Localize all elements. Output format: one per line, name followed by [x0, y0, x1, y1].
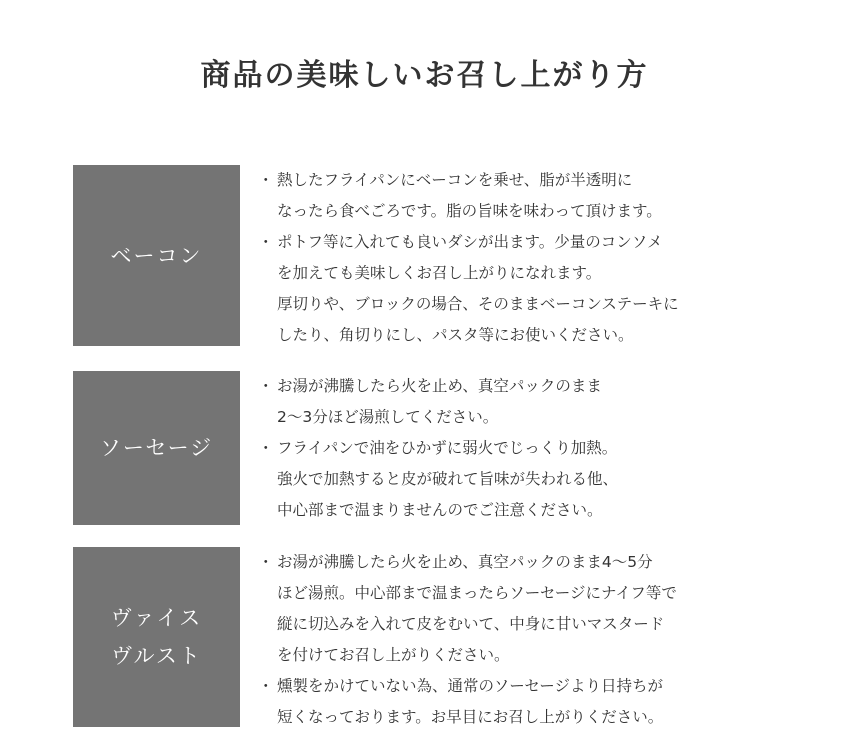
- bullet-item: [260, 371, 780, 433]
- bullet-item: [260, 227, 780, 351]
- section-label-sausage: [73, 371, 240, 525]
- bullet-text-line: を付けてお召し上がりください。: [277, 646, 510, 664]
- bullet-text-line: 2〜3分ほど湯煎してください。: [277, 408, 499, 426]
- bullet-text-line: ・ ポトフ等に入れても良いダシが出ます。少量のコンソメ: [277, 233, 663, 251]
- bullet-list-weisswurst: [260, 547, 780, 733]
- bullet-text-line: 強火で加熱すると皮が破れて旨味が失われる他、: [277, 470, 619, 488]
- section-label-text: ヴルスト: [111, 644, 202, 668]
- section-label-text: ベーコン: [110, 243, 203, 268]
- bullet-text-line: したり、角切りにし、パスタ等にお使いください。: [277, 326, 634, 344]
- bullet-text-line: 厚切りや、ブロックの場合、そのままベーコンステーキに: [277, 295, 679, 313]
- section-label-weisswurst: [73, 547, 240, 727]
- section-label-text: ヴァイス: [110, 606, 203, 630]
- bullet-text-line: ・ お湯が沸騰したら火を止め、真空パックのまま: [277, 377, 602, 395]
- bullet-item: [260, 433, 780, 526]
- bullet-list-sausage: [260, 371, 780, 526]
- section-label-bacon: [73, 165, 240, 346]
- bullet-text-line: なったら食べごろです。脂の旨味を味わって頂けます。: [277, 202, 662, 220]
- bullet-text-line: を加えても美味しくお召し上がりになれます。: [277, 264, 602, 282]
- bullet-text-line: 短くなっております。お早目にお召し上がりください。: [277, 708, 664, 726]
- bullet-text-line: ・ フライパンで油をひかずに弱火でじっくり加熱。: [277, 439, 618, 457]
- bullet-list-bacon: [260, 165, 780, 351]
- bullet-item: [260, 547, 780, 671]
- section-label-text: ソーセージ: [99, 436, 214, 460]
- bullet-item: [260, 671, 780, 733]
- bullet-item: [260, 165, 780, 227]
- bullet-text-line: ・ 熱したフライパンにベーコンを乗せ、脂が半透明に: [277, 171, 633, 189]
- bullet-text-line: ・ 燻製をかけていない為、通常のソーセージより日持ちが: [277, 677, 663, 695]
- bullet-text-line: 中心部まで温まりませんのでご注意ください。: [277, 501, 603, 519]
- bullet-text-line: 縦に切込みを入れて皮をむいて、中身に甘いマスタード: [277, 615, 665, 633]
- bullet-text-line: ほど湯煎。中心部まで温まったらソーセージにナイフ等で: [277, 584, 677, 602]
- page-title: 商品の美味しいお召し上がり方: [200, 58, 649, 93]
- bullet-text-line: ・ お湯が沸騰したら火を止め、真空パックのまま4〜5分: [277, 553, 653, 571]
